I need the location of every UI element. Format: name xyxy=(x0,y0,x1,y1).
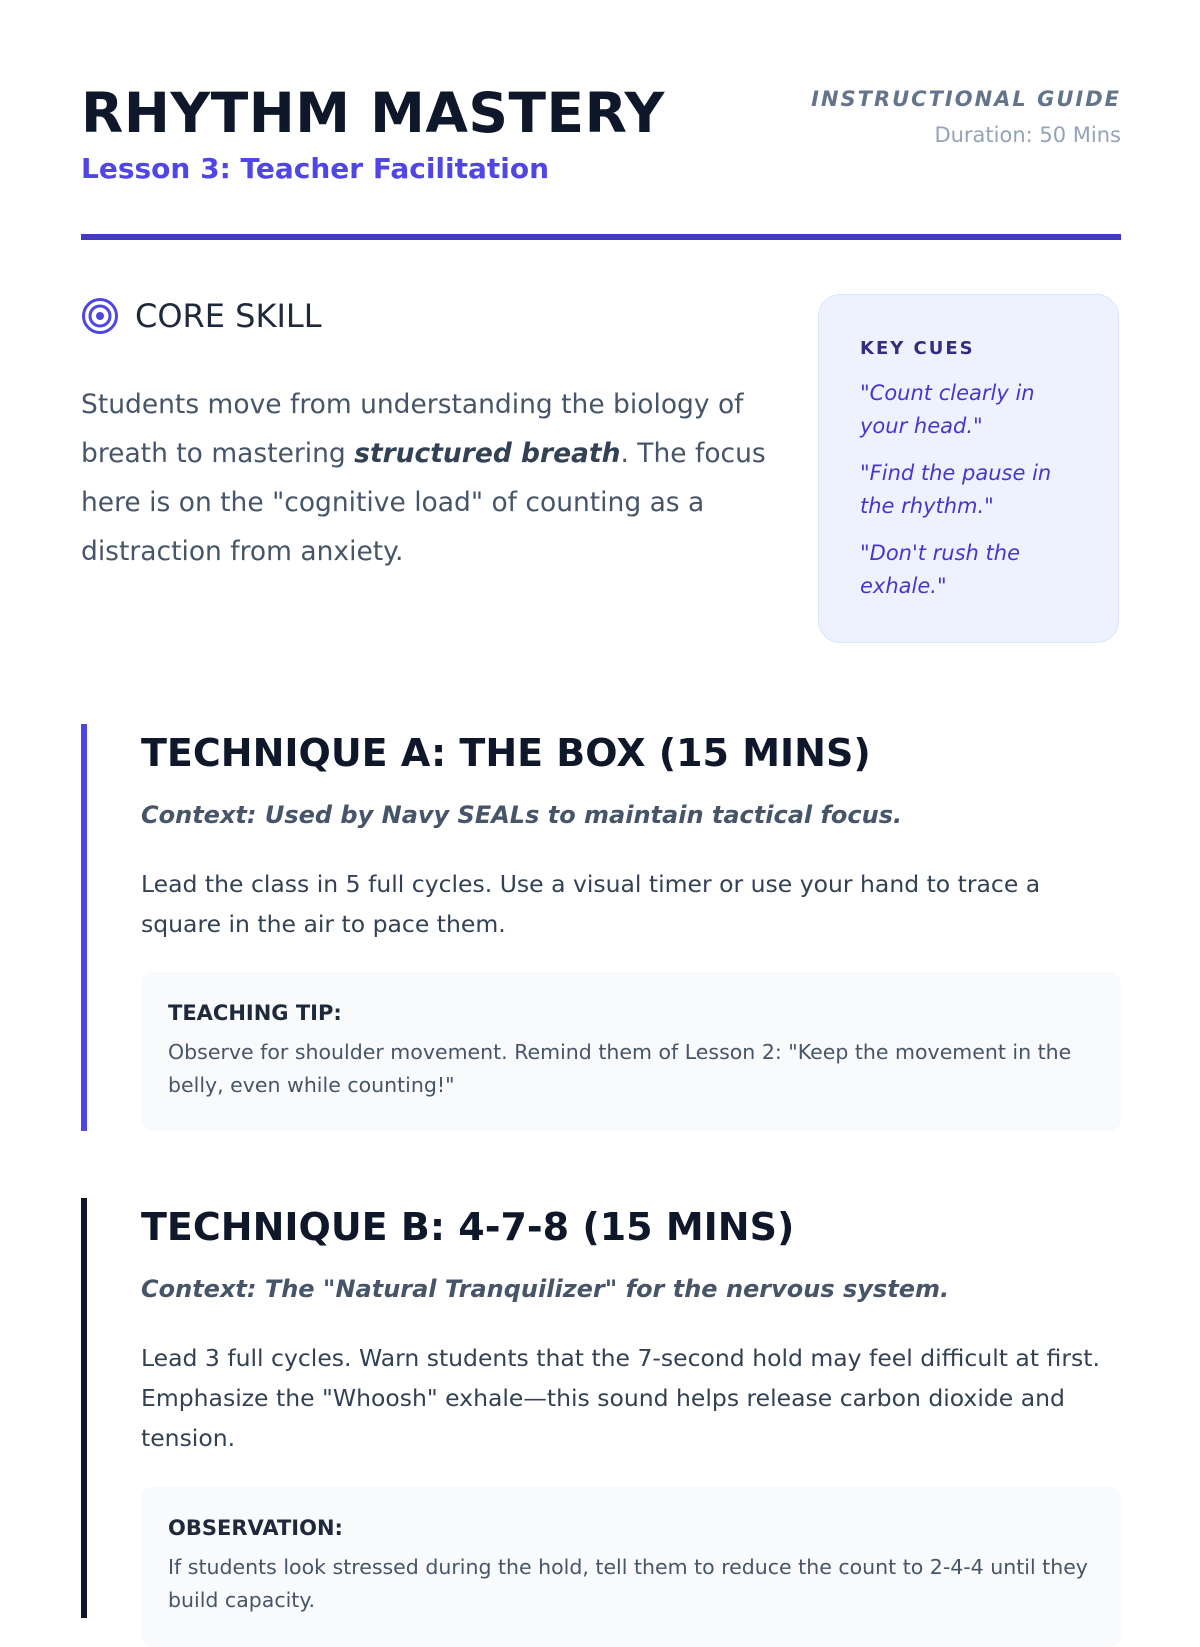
core-skill-text-start: Students move from understanding the biology of breath to mastering xyxy=(81,389,744,469)
guide-label: INSTRUCTIONAL GUIDE xyxy=(811,87,1121,111)
target-icon xyxy=(81,297,119,335)
teaching-tip-box xyxy=(141,972,1121,1131)
core-skill-title: CORE SKILL xyxy=(135,297,322,335)
header-divider xyxy=(81,234,1121,240)
key-cue-item: "Find the pause in the rhythm." xyxy=(860,461,1052,518)
technique-accent-bar xyxy=(81,1198,87,1618)
technique-context: Context: Used by Navy SEALs to maintain tactical focus. xyxy=(141,801,903,829)
technique-b-section xyxy=(81,1198,1121,1618)
duration-label: Duration: 50 Mins xyxy=(934,123,1121,147)
core-skill-description xyxy=(81,380,771,576)
page-header xyxy=(81,78,1121,198)
technique-accent-bar xyxy=(81,724,87,1131)
technique-instructions: Lead 3 full cycles. Warn students that the 7-second hold may feel difficult at first. Emphasize the "Whoosh" exhale—this sound helps release carbon dioxide and tension. xyxy=(141,1344,1100,1452)
key-cues-card xyxy=(818,294,1119,643)
tip-label: TEACHING TIP: xyxy=(168,1001,342,1025)
key-cue-item: "Don't rush the exhale." xyxy=(860,541,1021,598)
key-cue-item: "Count clearly in your head." xyxy=(860,381,1035,438)
tip-label: OBSERVATION: xyxy=(168,1516,343,1540)
page-title: RHYTHM MASTERY xyxy=(81,81,665,145)
technique-a-section xyxy=(81,724,1121,1131)
tip-text: If students look stressed during the hold, tell them to reduce the count to 2-4-4 until they build capacity. xyxy=(168,1555,1088,1612)
core-skill-text-end: . The focus here is on the "cognitive load" of counting as a distraction from anxiety. xyxy=(81,438,766,567)
technique-title: TECHNIQUE A: THE BOX (15 MINS) xyxy=(141,731,871,775)
technique-title: TECHNIQUE B: 4-7-8 (15 MINS) xyxy=(141,1205,795,1249)
tip-text: Observe for shoulder movement. Remind them of Lesson 2: "Keep the movement in the belly, even while counting!" xyxy=(168,1040,1072,1097)
core-skill-emphasis: structured breath xyxy=(354,438,621,469)
key-cues-label: KEY CUES xyxy=(860,338,975,359)
page-subtitle: Lesson 3: Teacher Facilitation xyxy=(81,152,550,185)
technique-context: Context: The "Natural Tranquilizer" for the nervous system. xyxy=(141,1275,950,1303)
observation-box xyxy=(141,1487,1121,1647)
technique-instructions: Lead the class in 5 full cycles. Use a visual timer or use your hand to trace a square in the air to pace them. xyxy=(141,870,1041,938)
